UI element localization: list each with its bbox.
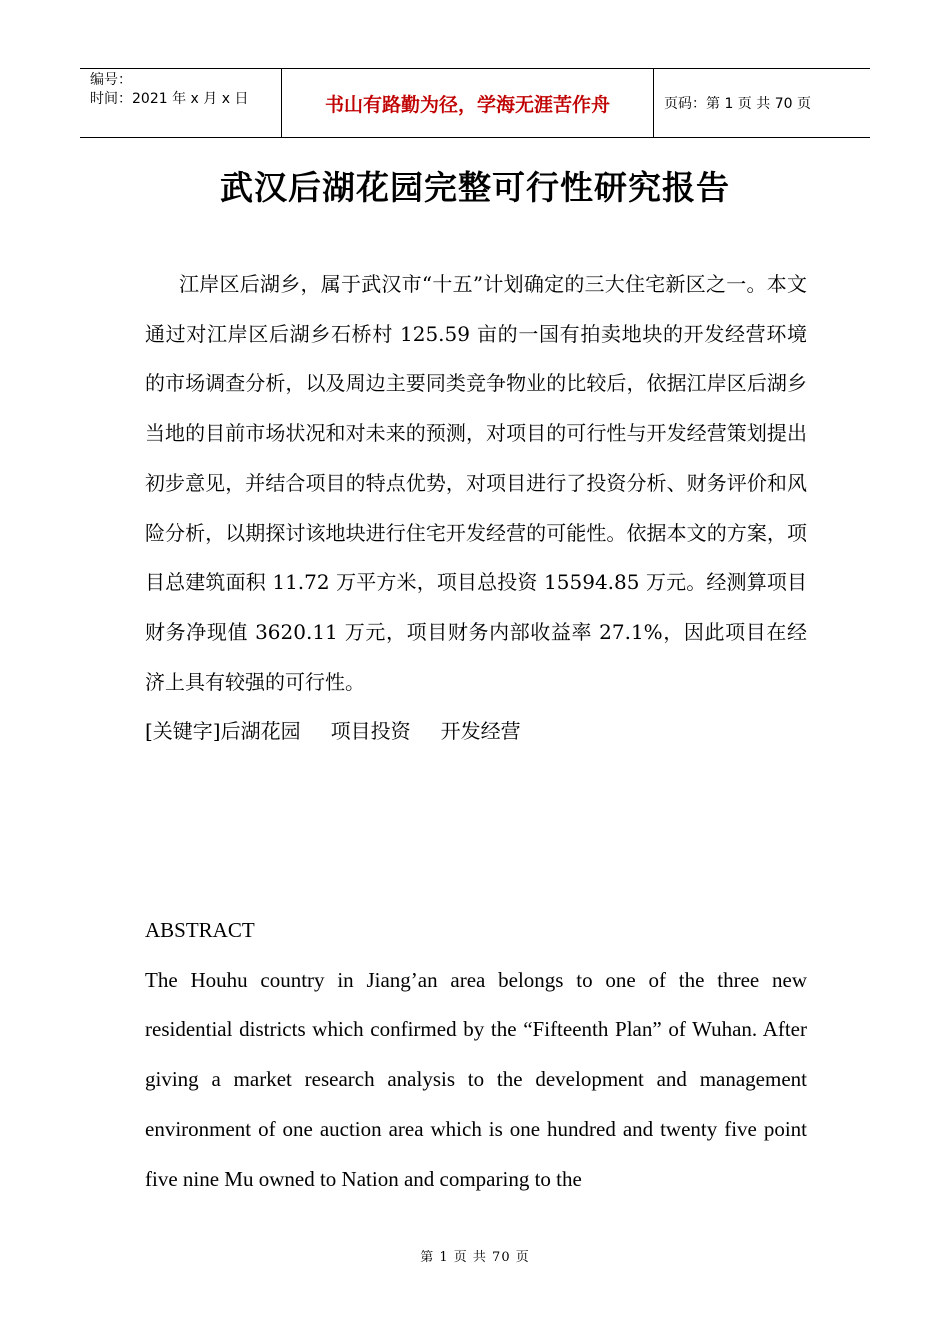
page-number-label: 页码：第 1 页 共 70 页 [664, 96, 811, 112]
header-meta-cell [80, 69, 281, 137]
motto-text: 书山有路勤为径，学海无涯苦作舟 [324, 93, 610, 116]
keyword-development: 开发经营 [440, 719, 521, 744]
keyword-label: [关键字]后湖花园 [145, 719, 301, 744]
english-abstract-paragraph: The Houhu country in Jiang’an area belongs to one of the three new residential districts which confirmed by the “Fifteenth Plan” of Wuhan. After giving a market research analysis to the development and management environment of one auction area which is one hundred and twenty five point five nine Mu owned to Nation and comparing to the [145, 967, 807, 1191]
header-page-cell [654, 69, 870, 137]
date-label: 时间：2021 年 x 月 x 日 [90, 91, 249, 107]
keywords-line [145, 707, 807, 757]
number-label: 编号： [90, 72, 132, 88]
chinese-abstract-section [145, 260, 807, 757]
keyword-investment: 项目投资 [330, 719, 411, 744]
document-title: 武汉后湖花园完整可行性研究报告 [220, 168, 730, 207]
document-header [80, 68, 870, 138]
chinese-abstract-paragraph: 江岸区后湖乡，属于武汉市“十五”计划确定的三大住宅新区之一。本文通过对江岸区后湖乡石桥村 125.59 亩的一国有拍卖地块的开发经营环境的市场调查分析，以及周边主要同类竞争物业的比较后，依据江岸区后湖乡当地的目前市场状况和对未来的预测，对项目的可行性与开发经营策划提出初步意见，并结合项目的特点优势，对项目进行了投资分析、财务评价和风险分析，以期探讨该地块进行住宅开发经营的可能性。依据本文的方案，项目总建筑面积 11.72 万平方米，项目总投资 15594.85 万元。经测算项目财务净现值 3620.11 万元，项目财务内部收益率 27.1%，因此项目在经济上具有较强的可行性。 [145, 272, 807, 694]
abstract-heading: ABSTRACT [145, 918, 255, 942]
page-footer: 第 1 页 共 70 页 [420, 1250, 530, 1265]
english-abstract-section [145, 906, 807, 1204]
header-motto-cell [281, 69, 654, 137]
